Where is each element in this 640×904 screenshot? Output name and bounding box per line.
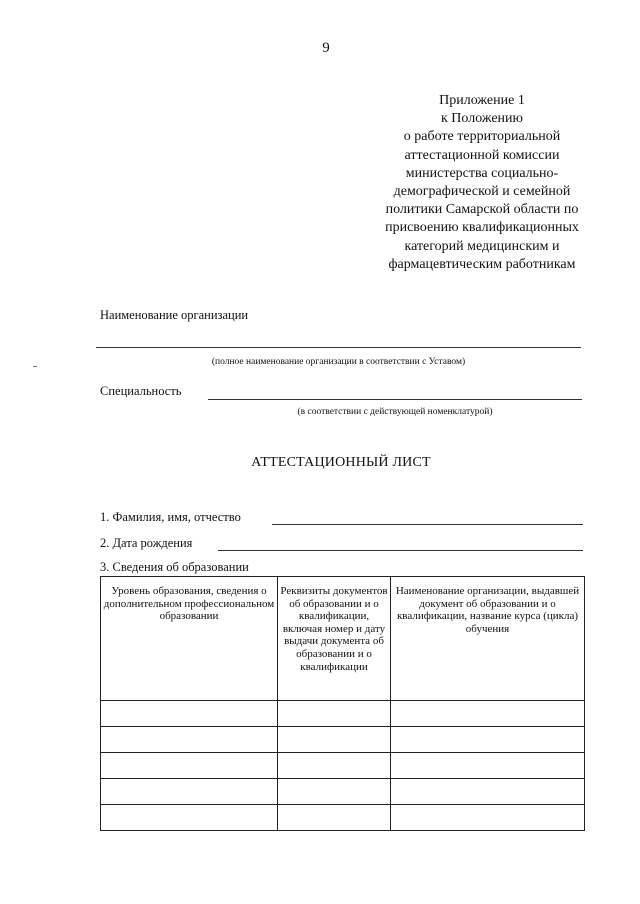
table-cell[interactable]	[391, 701, 585, 727]
table-row	[101, 805, 585, 831]
table-cell[interactable]	[278, 753, 391, 779]
page-number: 9	[322, 40, 330, 56]
full-name-label: 1. Фамилия, имя, отчество	[100, 510, 241, 524]
birth-date-line[interactable]	[218, 550, 583, 551]
table-cell[interactable]	[278, 727, 391, 753]
table-row	[101, 727, 585, 753]
appendix-line: категорий медицинским и	[404, 238, 560, 254]
specialty-line[interactable]	[208, 399, 582, 400]
appendix-line: демографической и семейной	[393, 184, 571, 200]
table-cell[interactable]	[101, 727, 278, 753]
table-cell[interactable]	[278, 701, 391, 727]
table-cell[interactable]	[101, 701, 278, 727]
appendix-header	[358, 92, 606, 274]
appendix-line: к Положению	[440, 111, 523, 127]
column-header-education-level: Уровень образования, сведения о дополнительном профессиональном образовании	[101, 577, 278, 701]
margin-mark	[33, 366, 37, 367]
column-header-document-details: Реквизиты документов об образовании и о квалификации, включая номер и дату выдачи документа об образовании и о квалификации	[278, 577, 391, 701]
appendix-line: о работе территориальной	[403, 129, 561, 145]
table-row	[101, 701, 585, 727]
appendix-line: политики Самарской области по	[385, 202, 579, 218]
table-cell[interactable]	[278, 805, 391, 831]
organization-caption: (полное наименование организации в соответствии с Уставом)	[211, 357, 466, 367]
full-name-line[interactable]	[272, 524, 583, 525]
organization-label: Наименование организации	[100, 308, 249, 322]
table-cell[interactable]	[101, 779, 278, 805]
table-cell[interactable]	[391, 779, 585, 805]
table-cell[interactable]	[391, 753, 585, 779]
table-header-row	[101, 577, 585, 701]
specialty-label: Специальность	[100, 384, 182, 398]
education-table	[100, 576, 585, 831]
table-cell[interactable]	[391, 727, 585, 753]
table-cell[interactable]	[278, 779, 391, 805]
table-cell[interactable]	[391, 805, 585, 831]
birth-date-label: 2. Дата рождения	[100, 536, 193, 550]
appendix-line: фармацевтическим работникам	[388, 256, 576, 272]
column-header-issuing-organization: Наименование организации, выдавшей документ об образовании и о квалификации, название курса (цикла) обучения	[391, 577, 585, 701]
document-title: АТТЕСТАЦИОННЫЙ ЛИСТ	[251, 455, 431, 470]
table-cell[interactable]	[101, 753, 278, 779]
table-row	[101, 779, 585, 805]
table-row	[101, 753, 585, 779]
education-label: 3. Сведения об образовании	[100, 560, 249, 574]
appendix-line: Приложение 1	[439, 93, 525, 108]
specialty-caption: (в соответствии с действующей номенклатурой)	[297, 407, 493, 417]
appendix-line: аттестационной комиссии	[404, 147, 560, 163]
table-cell[interactable]	[101, 805, 278, 831]
appendix-line: министерства социально-	[405, 165, 559, 181]
appendix-line: присвоению квалификационных	[385, 220, 579, 236]
organization-name-line[interactable]	[96, 347, 581, 348]
